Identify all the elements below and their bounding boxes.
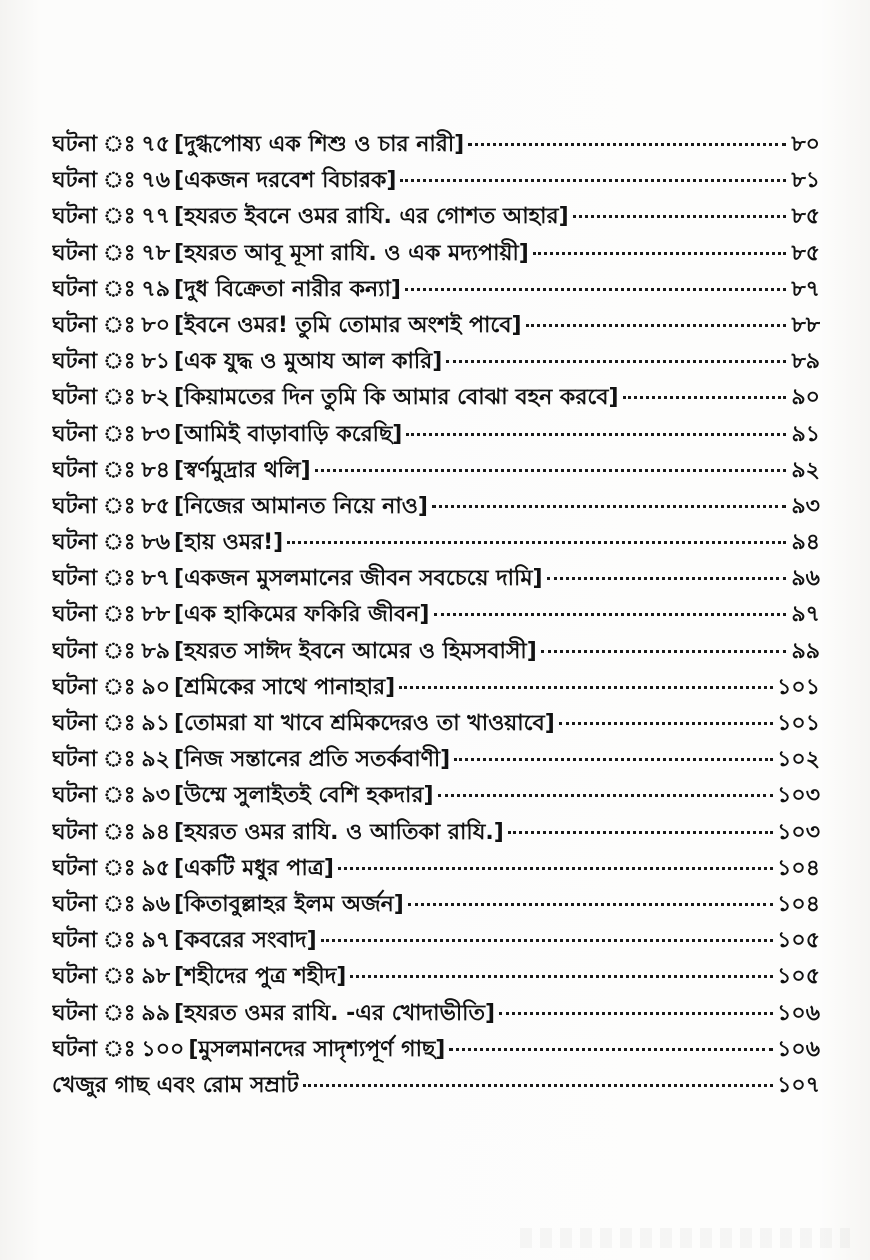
toc-entry-number: ৮৫ <box>141 493 170 519</box>
toc-entry-label: ঘটনা <box>52 168 98 194</box>
toc-entry-label: ঘটনা <box>52 1000 98 1026</box>
toc-entry-number: ৮১ <box>141 349 170 375</box>
toc-entry-label: ঘটনা <box>52 349 98 375</box>
toc-entry-number: ৮৯ <box>141 638 170 664</box>
toc-entry-label: ঘটনা <box>52 385 98 411</box>
toc-entry-label: ঘটনা <box>52 602 98 628</box>
toc-entry-text <box>52 742 450 778</box>
toc-entry <box>52 489 820 525</box>
toc-entry-separator: ঃ <box>103 674 136 700</box>
dot-leader <box>446 360 786 363</box>
toc-page-number: ১০৬ <box>777 1000 820 1026</box>
dot-leader <box>400 179 786 182</box>
toc-entry-title: [শহীদের পুত্র শহীদ] <box>173 964 347 990</box>
toc-entry-label: ঘটনা <box>52 638 98 664</box>
toc-page-number: ১০১ <box>777 674 820 700</box>
toc-entry-separator: ঃ <box>103 132 136 157</box>
toc-page-number: ১০৫ <box>777 964 820 990</box>
dot-leader <box>454 758 773 761</box>
toc-entry <box>52 272 820 308</box>
toc-entry-label: ঘটনা <box>52 204 98 230</box>
toc-entry-number: ৮০ <box>141 312 171 338</box>
toc-entry-separator: ঃ <box>103 1036 136 1062</box>
toc-entry-title: [দুধ বিক্রেতা নারীর কন্যা] <box>174 276 401 302</box>
toc-page-number: ১০৬ <box>777 1036 820 1062</box>
toc-entry-separator: ঃ <box>103 783 136 809</box>
toc-entry-number: ৮২ <box>141 385 171 411</box>
toc-entry-separator: ঃ <box>103 928 136 954</box>
dot-leader <box>338 867 773 870</box>
toc-entry-label: ঘটনা <box>52 855 98 881</box>
toc-entry <box>52 706 820 742</box>
toc-entry-text <box>52 561 543 597</box>
toc-entry-separator: ঃ <box>103 457 136 483</box>
toc-entry-title: [হযরত আবূ মূসা রাযি. ও এক মদ্যপায়ী] <box>174 240 529 266</box>
toc-entry-title: [নিজের আমানত নিয়ে নাও] <box>173 493 428 519</box>
toc-page-number: ১০৩ <box>777 783 820 809</box>
toc-entry-text <box>52 236 529 272</box>
dot-leader <box>321 939 773 942</box>
toc-entry-label: ঘটনা <box>52 819 98 845</box>
toc-entry-separator: ঃ <box>103 819 136 845</box>
toc-entry <box>52 778 820 814</box>
toc-entry-label: ঘটনা <box>52 421 98 447</box>
toc-page-number: ৮৫ <box>791 204 820 230</box>
toc-entry-title: [উম্মে সুলাইতই বেশি হকদার] <box>174 783 434 809</box>
dot-leader <box>303 1084 774 1087</box>
toc-entry-text <box>52 489 428 525</box>
toc-entry-separator: ঃ <box>103 1000 136 1026</box>
toc-entry-separator: ঃ <box>103 276 136 302</box>
toc-entry-separator: ঃ <box>103 204 136 230</box>
toc-page-number: ১০১ <box>777 711 820 736</box>
toc-entry-title: [আমিই বাড়াবাড়ি করেছি] <box>174 421 403 447</box>
toc-entry-separator: ঃ <box>103 421 136 447</box>
toc-entry-title: [দুগ্ধপোষ্য এক শিশু ও চার নারী] <box>174 132 465 157</box>
toc-entry-number: ৯২ <box>141 747 171 773</box>
toc-entry-label: ঘটনা <box>52 747 98 773</box>
toc-entry <box>52 417 820 453</box>
toc-entry-label: ঘটনা <box>52 964 98 990</box>
toc-entry-separator: ঃ <box>103 638 136 664</box>
toc-entry <box>52 597 820 633</box>
toc-entry-number: ৭৯ <box>141 276 171 302</box>
toc-entry-text <box>52 417 402 453</box>
toc-entry-title: [হযরত ওমর রাযি. ও আতিকা রাযি.] <box>173 819 504 845</box>
toc-entry <box>52 525 820 561</box>
toc-entry-label: ঘটনা <box>52 1036 98 1062</box>
toc-entry-label: ঘটনা <box>52 891 98 917</box>
toc-entry-title: [হযরত ইবনে ওমর রাযি. এর গোশত আহার] <box>174 204 569 230</box>
toc-entry-label: ঘটনা <box>52 530 98 556</box>
toc-entry <box>52 634 820 670</box>
toc-page-number: ৮৯ <box>791 349 820 375</box>
dot-leader <box>547 577 786 580</box>
toc-page-number: ৮৫ <box>791 240 820 266</box>
toc-entry-title: [একটি মধুর পাত্র] <box>173 855 334 881</box>
dot-leader <box>315 469 786 472</box>
toc-entry-text <box>52 344 442 380</box>
toc-entry-label: ঘটনা <box>52 566 98 592</box>
toc-page-number: ৮০ <box>791 132 820 157</box>
toc-entry-separator: ঃ <box>103 964 136 990</box>
toc-entry-number: ৯৮ <box>141 964 170 990</box>
dot-leader <box>408 903 773 906</box>
toc-entry <box>52 670 820 706</box>
toc-entry-number: ৮৩ <box>141 421 171 447</box>
dot-leader <box>541 650 786 653</box>
toc-entry-text <box>52 597 430 633</box>
toc-entry <box>52 887 820 923</box>
dot-leader <box>508 831 773 834</box>
dot-leader <box>432 505 786 508</box>
toc-entry-number: ৯৭ <box>141 928 171 954</box>
toc-entry-text <box>52 453 311 489</box>
toc-entry-text <box>52 887 404 923</box>
toc-entry-number: ৭৬ <box>141 168 171 194</box>
dot-leader <box>499 1012 773 1015</box>
toc-entry <box>52 453 820 489</box>
toc-entry-text <box>52 1032 445 1068</box>
dot-leader <box>399 686 773 689</box>
toc-entry-title: [কবরের সংবাদ] <box>174 928 317 954</box>
toc-entry-label: ঘটনা <box>52 493 98 519</box>
toc-entry-number: ৯৩ <box>141 783 171 809</box>
toc-entry-title: [মুসলমানদের সাদৃশ্যপূর্ণ গাছ] <box>188 1036 446 1062</box>
toc-entry <box>52 308 820 344</box>
dot-leader <box>623 396 786 399</box>
toc-page-number: ১০৪ <box>777 891 820 917</box>
toc-entry <box>52 959 820 995</box>
toc-entry <box>52 851 820 887</box>
dot-leader <box>405 288 786 291</box>
toc-entry-number: ১০০ <box>141 1036 185 1062</box>
toc-entry-number: ৮৪ <box>141 457 170 483</box>
toc-entry-text <box>52 525 283 561</box>
dot-leader <box>526 324 786 327</box>
toc-entry-number: ৯৯ <box>141 1000 170 1026</box>
toc-entry <box>52 163 820 199</box>
toc-entry-title: [এক যুদ্ধ ও মুআয আল কারি] <box>173 349 443 375</box>
toc-entry <box>52 923 820 959</box>
toc-entry-text <box>52 670 395 706</box>
toc-entry-text <box>52 634 537 670</box>
toc-entry-number: ৭৭ <box>141 204 171 230</box>
toc-entry-label: ঘটনা <box>52 674 98 700</box>
reverse-side-show-through <box>520 1228 850 1248</box>
toc-entry-number: ৮৭ <box>141 566 171 592</box>
toc-entry <box>52 236 820 272</box>
toc-entry-label: ঘটনা <box>52 457 98 483</box>
toc-page-number: ৮৮ <box>791 312 820 338</box>
toc-entry-number: ৭৫ <box>141 132 171 157</box>
toc-entry-text <box>52 778 434 814</box>
dot-leader <box>350 975 773 978</box>
toc-entry-separator: ঃ <box>103 891 136 917</box>
toc-entry-separator: ঃ <box>103 168 136 194</box>
toc-entry-text <box>52 923 317 959</box>
toc-entry-number: ৯৫ <box>141 855 170 881</box>
toc-entry-text <box>52 380 619 416</box>
toc-page-number: ৯০ <box>791 385 820 411</box>
toc-entry-title: [কিতাবুল্লাহর ইলম অর্জন] <box>174 891 404 917</box>
toc-entry-separator: ঃ <box>103 385 136 411</box>
toc-page-number: ১০৫ <box>777 928 820 954</box>
toc-page-number: ১০৪ <box>777 855 820 881</box>
toc-entry-label: ঘটনা <box>52 711 98 736</box>
toc-entry <box>52 742 820 778</box>
dot-leader <box>559 722 773 725</box>
toc-entry-text <box>52 959 346 995</box>
toc-entry-final <box>52 1068 820 1104</box>
toc-entry-label: ঘটনা <box>52 132 98 157</box>
toc-entry-label: ঘটনা <box>52 783 98 809</box>
toc-entry-number: ৯১ <box>141 711 170 736</box>
toc-entry <box>52 127 820 163</box>
dot-leader <box>449 1048 773 1051</box>
toc-entry-text <box>52 706 555 742</box>
toc-page-number: ৯৯ <box>791 638 820 664</box>
toc-entry-title: [হযরত সাঈদ ইবনে আমের ও হিমসবাসী] <box>173 638 537 664</box>
toc-entry <box>52 561 820 597</box>
toc-entry-title: [এক হাকিমের ফকিরি জীবন] <box>173 602 430 628</box>
toc-page-number: ৯৬ <box>791 566 820 592</box>
toc-entry-text <box>52 163 396 199</box>
toc-entry-label: ঘটনা <box>52 240 98 266</box>
toc-entry <box>52 996 820 1032</box>
toc-entry-separator: ঃ <box>103 312 136 338</box>
toc-entry-title: [কিয়ামতের দিন তুমি কি আমার বোঝা বহন করবে] <box>174 385 619 411</box>
toc-page-number: ১০৩ <box>777 819 820 845</box>
table-of-contents <box>52 127 820 1104</box>
dot-leader <box>468 143 786 146</box>
toc-page-number: ৯৩ <box>791 493 820 519</box>
toc-entry-text <box>52 127 464 163</box>
toc-entry-text <box>52 851 334 887</box>
dot-leader <box>406 433 786 436</box>
toc-entry-text <box>52 996 495 1032</box>
toc-entry-label: ঘটনা <box>52 276 98 302</box>
toc-entry <box>52 1032 820 1068</box>
toc-page-number: ৯৪ <box>791 530 820 556</box>
toc-entry-number: ৮৮ <box>141 602 170 628</box>
toc-entry <box>52 380 820 416</box>
toc-page-number: ৮৭ <box>791 276 820 302</box>
toc-entry <box>52 815 820 851</box>
toc-entry-text <box>52 308 522 344</box>
toc-entry-title: [একজন দরবেশ বিচারক] <box>174 168 397 194</box>
toc-entry-number: ৯৪ <box>141 819 170 845</box>
dot-leader <box>533 252 786 255</box>
toc-entry-label: ঘটনা <box>52 312 98 338</box>
toc-page-number: ৯২ <box>791 457 820 483</box>
toc-entry-number: ৯০ <box>141 674 171 700</box>
toc-page-number: ১০২ <box>777 747 820 773</box>
toc-entry-text <box>52 199 569 235</box>
toc-entry-title: [হযরত ওমর রাযি. -এর খোদাভীতি] <box>173 1000 496 1026</box>
toc-entry-title: [তোমরা যা খাবে শ্রমিকদেরও তা খাওয়াবে] <box>173 711 555 736</box>
toc-page-number: ৯১ <box>791 421 820 447</box>
toc-entry <box>52 199 820 235</box>
toc-entry-separator: ঃ <box>103 493 136 519</box>
toc-entry-title: [হায় ওমর!] <box>174 530 284 556</box>
toc-entry-separator: ঃ <box>103 240 136 266</box>
toc-entry-text <box>52 272 401 308</box>
toc-entry-separator: ঃ <box>103 566 136 592</box>
toc-entry-separator: ঃ <box>103 530 136 556</box>
toc-page-number: ৯৭ <box>791 602 820 628</box>
toc-entry-number: ৯৬ <box>141 891 171 917</box>
toc-entry <box>52 344 820 380</box>
toc-entry-title: খেজুর গাছ এবং রোম সম্রাট <box>52 1072 299 1098</box>
dot-leader <box>434 613 787 616</box>
toc-entry-separator: ঃ <box>103 711 136 736</box>
toc-entry-title: [শ্রমিকের সাথে পানাহার] <box>174 674 396 700</box>
toc-entry-separator: ঃ <box>103 349 136 375</box>
dot-leader <box>438 794 774 797</box>
toc-entry-title: [একজন মুসলমানের জীবন সবচেয়ে দামি] <box>174 566 543 592</box>
toc-entry-title: [স্বর্ণমুদ্রার থলি] <box>173 457 311 483</box>
toc-entry-number: ৭৮ <box>141 240 171 266</box>
dot-leader <box>287 541 786 544</box>
toc-page-number: ৮১ <box>791 168 820 194</box>
toc-page-number: ১০৭ <box>777 1072 820 1098</box>
toc-entry-title: [নিজ সন্তানের প্রতি সতর্কবাণী] <box>174 747 451 773</box>
toc-entry-separator: ঃ <box>103 747 136 773</box>
toc-entry-title: [ইবনে ওমর! তুমি তোমার অংশই পাবে] <box>174 312 522 338</box>
toc-entry-number: ৮৬ <box>141 530 171 556</box>
toc-entry-separator: ঃ <box>103 602 136 628</box>
toc-entry-label: ঘটনা <box>52 928 98 954</box>
toc-entry-text <box>52 1068 299 1104</box>
toc-entry-separator: ঃ <box>103 855 136 881</box>
dot-leader <box>573 215 786 218</box>
toc-entry-text <box>52 815 504 851</box>
